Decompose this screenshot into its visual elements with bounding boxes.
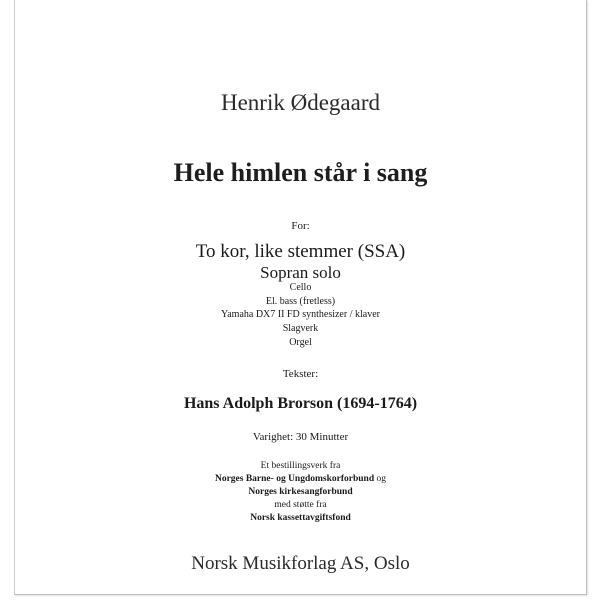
sheet-music-cover-page — [14, 0, 587, 595]
commission-org-line — [15, 475, 586, 485]
support-text: med støtte fra — [274, 500, 327, 510]
publisher-name: Norsk Musikforlag AS, Oslo — [191, 553, 410, 574]
duration-text: Varighet: 30 Minutter — [252, 431, 349, 443]
instrument-item: Orgel — [289, 337, 312, 348]
lyricist-name: Hans Adolph Brorson (1694-1764) — [183, 395, 418, 412]
for-label: For: — [291, 220, 310, 232]
support-org: Norsk kassettavgiftsfond — [250, 513, 351, 523]
solo-line: Sopran solo — [260, 263, 341, 282]
commission-intro: Et bestillingsverk fra — [260, 461, 341, 471]
work-title: Hele himlen står i sang — [173, 158, 428, 187]
voices-line: To kor, like stemmer (SSA) — [195, 241, 406, 262]
commission-org-1: Norges Barne- og Ungdomskorforbund — [214, 474, 375, 484]
commission-org-2: Norges kirkesangforbund — [248, 487, 353, 497]
instrument-item: Yamaha DX7 II FD synthesizer / klaver — [221, 309, 380, 320]
conjunction-text: og — [374, 474, 386, 484]
instrument-item: Slagverk — [282, 323, 319, 334]
composer-name: Henrik Ødegaard — [220, 90, 380, 115]
instrument-item: El. bass (fretless) — [265, 296, 336, 307]
instrument-item: Cello — [289, 282, 312, 293]
texts-label: Tekster: — [282, 368, 319, 380]
